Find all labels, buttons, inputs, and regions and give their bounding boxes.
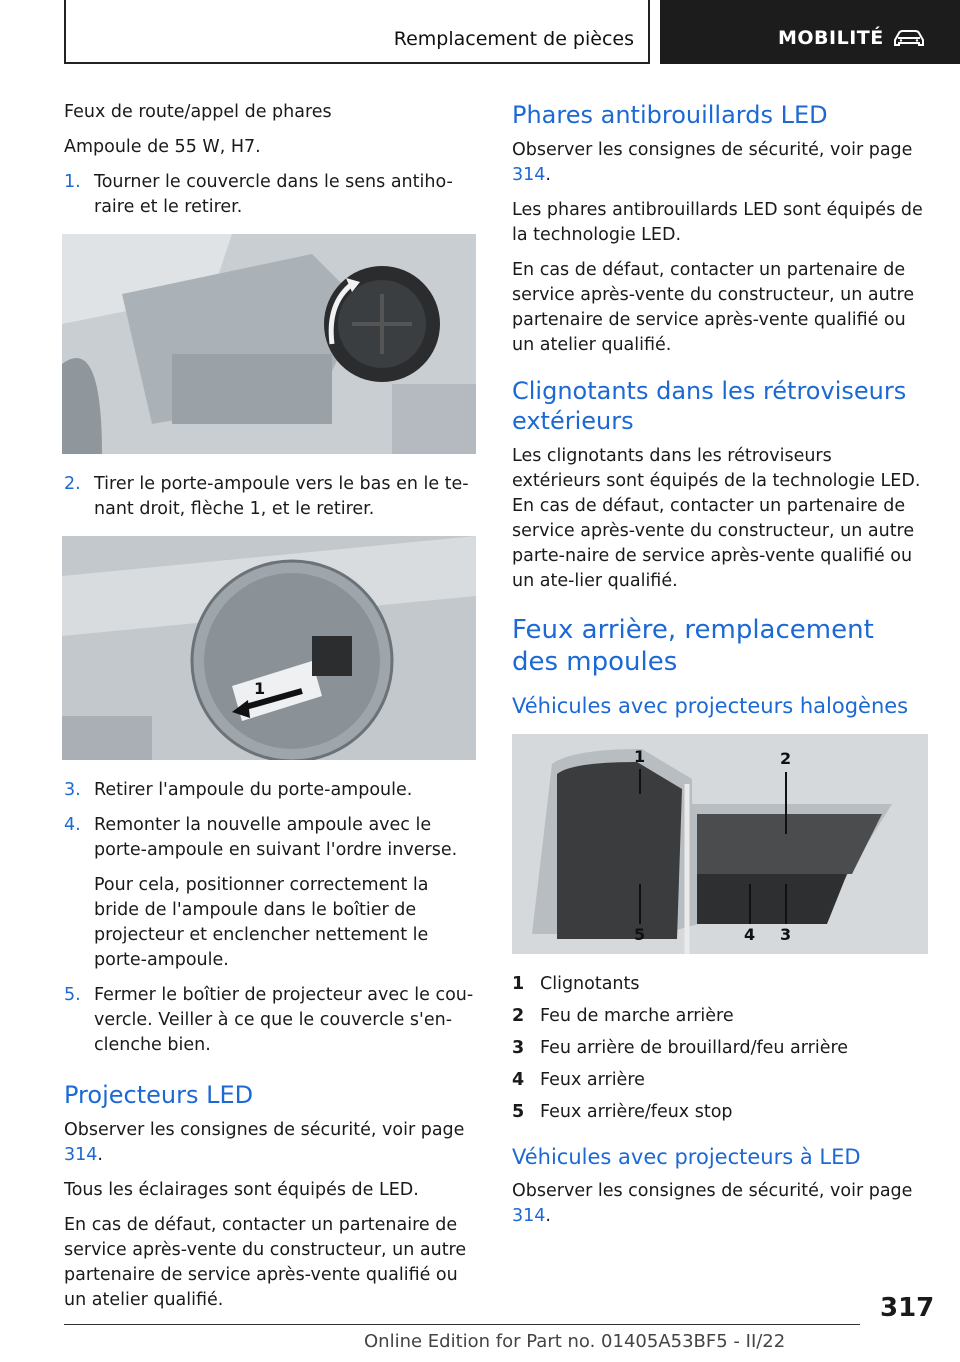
page-link[interactable]: 314 <box>512 1206 546 1226</box>
legend-key: 2 <box>512 1006 525 1026</box>
step-text: Retirer l'ampoule du porte-ampoule. <box>94 780 413 800</box>
legend-key: 4 <box>512 1070 525 1090</box>
legend-text: Feu de marche arrière <box>540 1006 734 1026</box>
legend-row <box>512 972 924 997</box>
legend-key: 1 <box>512 974 525 994</box>
led-vehicle-safety-note: Observer les consignes de sécurité, voir page 314. <box>512 1181 913 1226</box>
legend-text: Feux arrière/feux stop <box>540 1102 733 1122</box>
legend-text: Feux arrière <box>540 1070 645 1090</box>
rear-lights-heading: Feux arrière, remplacement des mpoules <box>512 615 874 677</box>
fog-safety-note: Observer les consignes de sécurité, voir page 314. <box>512 140 913 185</box>
right-column <box>512 100 924 1229</box>
step-text: Tirer le porte-ampoule vers le bas en le te-nant droit, flèche 1, et le retirer. <box>94 474 469 519</box>
step-2 <box>64 472 476 522</box>
safety-text: Observer les consignes de sécurité, voir page <box>512 1181 913 1201</box>
step-4 <box>64 813 476 863</box>
legend-row <box>512 1004 924 1029</box>
step-text: Fermer le boîtier de projecteur avec le cou-vercle. Veiller à ce que le couvercle s'en-clenche bien. <box>94 985 474 1055</box>
legend-row <box>512 1100 924 1125</box>
legend-text: Feu arrière de brouillard/feu arrière <box>540 1038 849 1058</box>
led-projectors-heading: Projecteurs LED <box>64 1081 254 1109</box>
led-vehicle-heading: Véhicules avec projecteurs à LED <box>512 1145 861 1169</box>
figure-label: 1 <box>634 747 646 766</box>
chapter-title: MOBILITÉ <box>778 27 884 49</box>
step-3 <box>64 778 476 803</box>
legend-text: Clignotants <box>540 974 640 994</box>
step-4-note: Pour cela, positionner correctement la bride de l'ampoule dans le boîtier de projecteur et enclencher nettement le porte-ampoule. <box>94 875 429 970</box>
figure-label: 4 <box>744 925 756 944</box>
step-number: 3. <box>64 780 81 800</box>
led-all-text: Tous les éclairages sont équipés de LED. <box>64 1180 419 1200</box>
step-5 <box>64 983 476 1058</box>
fog-heading: Phares antibrouillards LED <box>512 101 828 129</box>
safety-text: Observer les consignes de sécurité, voir page <box>512 140 913 160</box>
legend-key: 5 <box>512 1102 525 1122</box>
step-text: Tourner le couvercle dans le sens antiho-raire et le retirer. <box>94 172 453 217</box>
led-safety-note: Observer les consignes de sécurité, voir page 314. <box>64 1120 465 1165</box>
page-number: 317 <box>880 1293 935 1323</box>
mirror-text: Les clignotants dans les rétroviseurs extérieurs sont équipés de la technologie LED. En cas de défaut, contacter un partenaire de service après-vente du constructeur, un autre parte-naire de service après-vente qualifié ou un ate-lier qualifié. <box>512 446 921 591</box>
fog-defect-text: En cas de défaut, contacter un partenaire de service après-vente du constructeur, un autre partenaire de service après-vente qualifié ou un atelier qualifié. <box>512 260 915 355</box>
step-number: 4. <box>64 815 81 835</box>
safety-text: Observer les consignes de sécurité, voir page <box>64 1120 465 1140</box>
page-link[interactable]: 314 <box>512 165 546 185</box>
figure-label: 5 <box>634 925 646 944</box>
bulb-spec: Ampoule de 55 W, H7. <box>64 137 261 157</box>
step-number: 5. <box>64 985 81 1005</box>
figure-label: 2 <box>780 749 792 768</box>
section-title: Remplacement de pièces <box>393 28 634 50</box>
left-column <box>64 100 476 1313</box>
figure-label: 1 <box>254 679 266 698</box>
bulb-holder-image <box>62 536 476 760</box>
footer-edition: Online Edition for Part no. 01405A53BF5 - II/22 <box>364 1331 786 1352</box>
legend-row <box>512 1036 924 1061</box>
car-icon <box>892 28 926 52</box>
fog-led-text: Les phares antibrouillards LED sont équipés de la technologie LED. <box>512 200 923 245</box>
step-1 <box>64 170 476 220</box>
legend-row <box>512 1068 924 1093</box>
step-number: 2. <box>64 474 81 494</box>
legend-key: 3 <box>512 1038 525 1058</box>
legend-list <box>512 972 924 1125</box>
footer-divider <box>64 1324 860 1325</box>
figure-label: 3 <box>780 925 792 944</box>
rear-light-image <box>512 734 928 954</box>
headlight-cover-image <box>62 234 476 454</box>
step-number: 1. <box>64 172 81 192</box>
halogen-heading: Véhicules avec projecteurs halogènes <box>512 694 909 718</box>
intro-heading: Feux de route/appel de phares <box>64 102 332 122</box>
step-text: Remonter la nouvelle ampoule avec le porte-ampoule en suivant l'ordre inverse. <box>94 815 458 860</box>
mirror-heading: Clignotants dans les rétroviseurs extérieurs <box>512 377 907 435</box>
header-chapter-box <box>660 0 960 64</box>
led-defect-text: En cas de défaut, contacter un partenaire de service après-vente du constructeur, un autre partenaire de service après-vente qualifié ou un atelier qualifié. <box>64 1215 467 1310</box>
header-section-box <box>64 0 650 64</box>
page-link[interactable]: 314 <box>64 1145 98 1165</box>
